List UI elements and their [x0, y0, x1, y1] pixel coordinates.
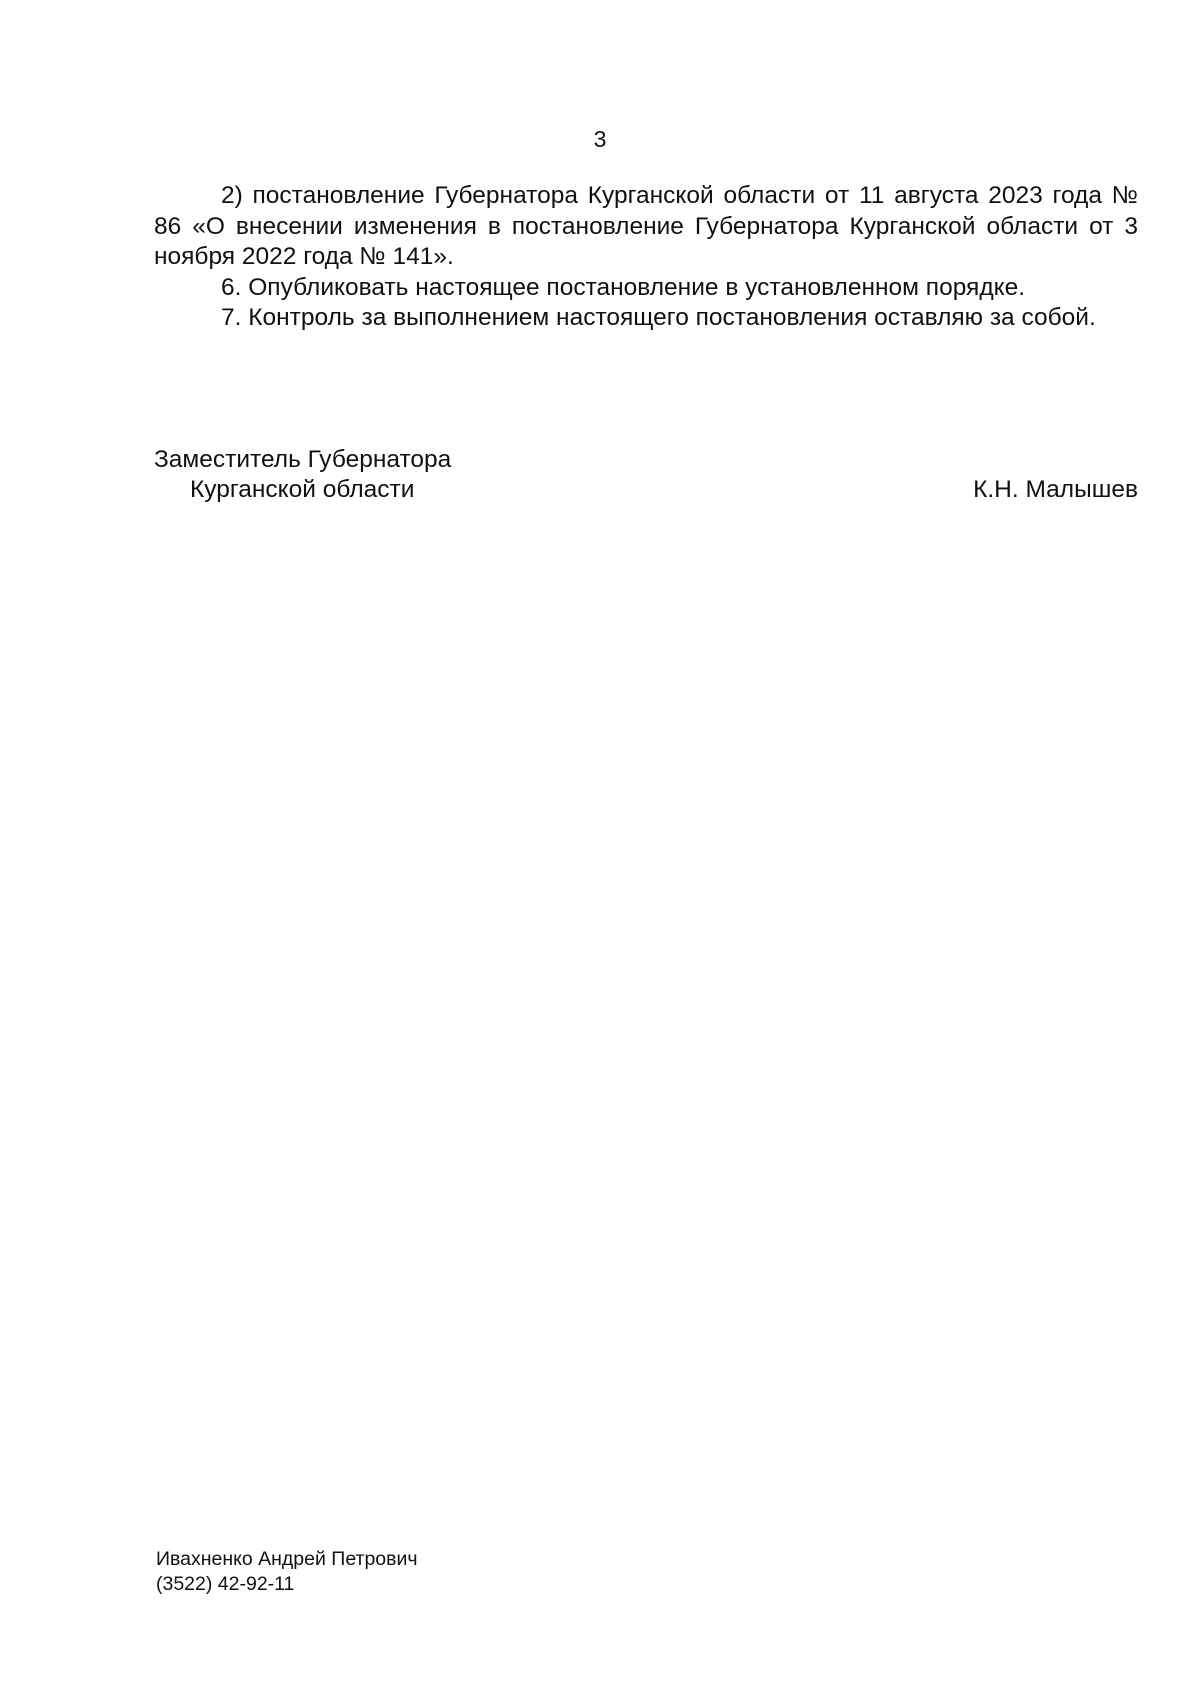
paragraph-item-2: 2) постановление Губернатора Курганской области от 11 августа 2023 года № 86 «О внесении изменения в постановление Губернатора Курганской области от 3 ноября 2022 года № 141».	[154, 182, 1138, 270]
signature-block	[154, 445, 1138, 515]
executor-name: Ивахненко Андрей Петрович	[156, 1548, 418, 1570]
paragraph-item-6: 6. Опубликовать настоящее постановление в установленном порядке.	[221, 273, 1026, 301]
document-body	[154, 181, 1138, 334]
executor-phone: (3522) 42-92-11	[156, 1573, 295, 1595]
signer-title-line-2: Курганской области	[190, 476, 415, 503]
signer-name: К.Н. Малышев	[973, 476, 1138, 503]
paragraph-item-7: 7. Контроль за выполнением настоящего постановления оставляю за собой.	[221, 304, 1096, 331]
signer-title-line-1: Заместитель Губернатора	[154, 446, 452, 473]
page-number: 3	[593, 126, 607, 152]
executor-block	[156, 1547, 418, 1597]
